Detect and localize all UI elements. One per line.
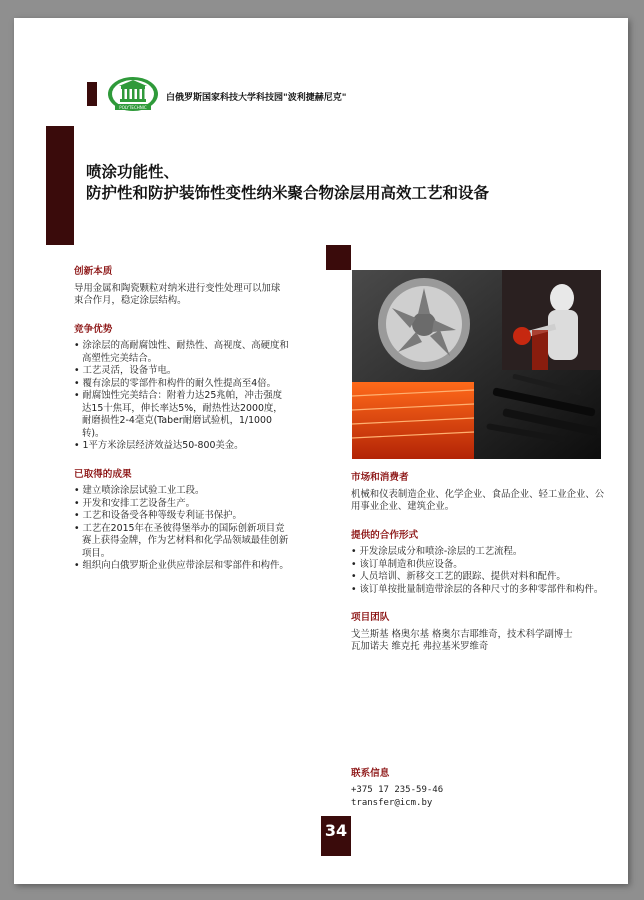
title-line-2: 防护性和防护装饰性变性纳米聚合物涂层用高效工艺和设备 — [86, 184, 490, 202]
list-item: • 工艺和设备受各种等级专利证书保护。 — [74, 510, 242, 521]
list-item: • 人员培训、新移交工艺的跟踪、提供对料和配件。 — [351, 571, 566, 582]
svg-text:POLYTECHNIC: POLYTECHNIC — [119, 105, 147, 110]
page-number: 34 — [321, 816, 351, 856]
team-member: 戈兰斯基 格奥尔基 格奥尔吉耶维奇，技术科学副博士 — [351, 628, 573, 640]
market-title: 市场和消费者 — [351, 472, 409, 483]
market-text: 机械和仪表制造企业、化学企业、食品企业、轻工业企业、公用事业企业、建筑企业。 — [351, 488, 605, 512]
list-item: • 开发涂层成分和喷涂-涂层的工艺流程。 — [351, 546, 523, 557]
page-title — [86, 162, 489, 204]
innovation-title: 创新本质 — [74, 266, 113, 277]
left-column — [74, 266, 289, 589]
list-item: • 建立喷涂涂层试验工业工段。 — [74, 485, 205, 496]
innovation-text: 导用金属和陶瓷颗粒对纳米进行变性处理可以加球束合作月，稳定涂层结构。 — [74, 282, 281, 306]
university-logo — [107, 76, 159, 112]
list-item: • 工艺在2015年在圣彼得堡举办的国际创新项目竞赛上获得金牌，作为艺材料和化学品领域最佳创新项目。 — [74, 522, 289, 559]
wheel-rim-image — [378, 278, 470, 370]
product-photo-collage — [352, 270, 601, 459]
list-item: • 该订单按批量制造带涂层的各种尺寸的多种零部件和构件。 — [351, 583, 604, 595]
contact-info — [351, 767, 443, 810]
team-member: 瓦加诺夫 维克托 弗拉基米罗维奇 — [351, 641, 489, 652]
list-item: • 1平方米涂层经济效益达50-800美金。 — [74, 440, 244, 451]
orange-coated-parts-image — [352, 382, 474, 459]
list-item: • 涂涂层的高耐腐蚀性、耐热性、高视度、高硬度和高塑性完美结合。 — [74, 340, 289, 364]
spray-worker-image — [502, 270, 601, 370]
decorative-square — [326, 245, 351, 270]
contact-phone: +375 17 235-59-46 — [351, 785, 444, 795]
advantages-list — [74, 340, 289, 453]
document-page — [14, 18, 628, 884]
right-column — [351, 472, 611, 654]
list-item: • 工艺灵活，设备节电。 — [74, 365, 177, 376]
cooperation-list — [351, 546, 611, 596]
contact-title: 联系信息 — [351, 768, 390, 779]
org-name: 白俄罗斯国家科技大学科技园"波利捷赫尼克" — [166, 93, 347, 103]
list-item: • 开发和安排工艺设备生产。 — [74, 497, 196, 509]
advantages-title: 竞争优势 — [74, 323, 113, 335]
title-accent-bar — [46, 126, 74, 245]
cooperation-title: 提供的合作形式 — [351, 529, 419, 541]
header-accent-bar — [87, 82, 97, 106]
results-list — [74, 485, 289, 573]
list-item: • 该订单制造和供应设备。 — [351, 558, 463, 570]
results-title: 已取得的成果 — [74, 468, 132, 480]
list-item: • 组织向白俄罗斯企业供应带涂层和零部件和构件。 — [74, 560, 289, 571]
list-item: • 覆有涂层的零部件和构件的耐久性提高至4倍。 — [74, 377, 276, 389]
team-title: 项目团队 — [351, 612, 390, 623]
title-line-1: 喷涂功能性、 — [86, 163, 180, 181]
list-item: • 耐腐蚀性完美结合：附着力达25兆帕，冲击强度达15十焦耳，伸长率达5%，耐热性达2000度，耐磨损性2-4毫克(Taber耐磨试验机，1/1000转)。 — [74, 390, 283, 439]
contact-email[interactable]: transfer@icm.by — [351, 798, 433, 808]
